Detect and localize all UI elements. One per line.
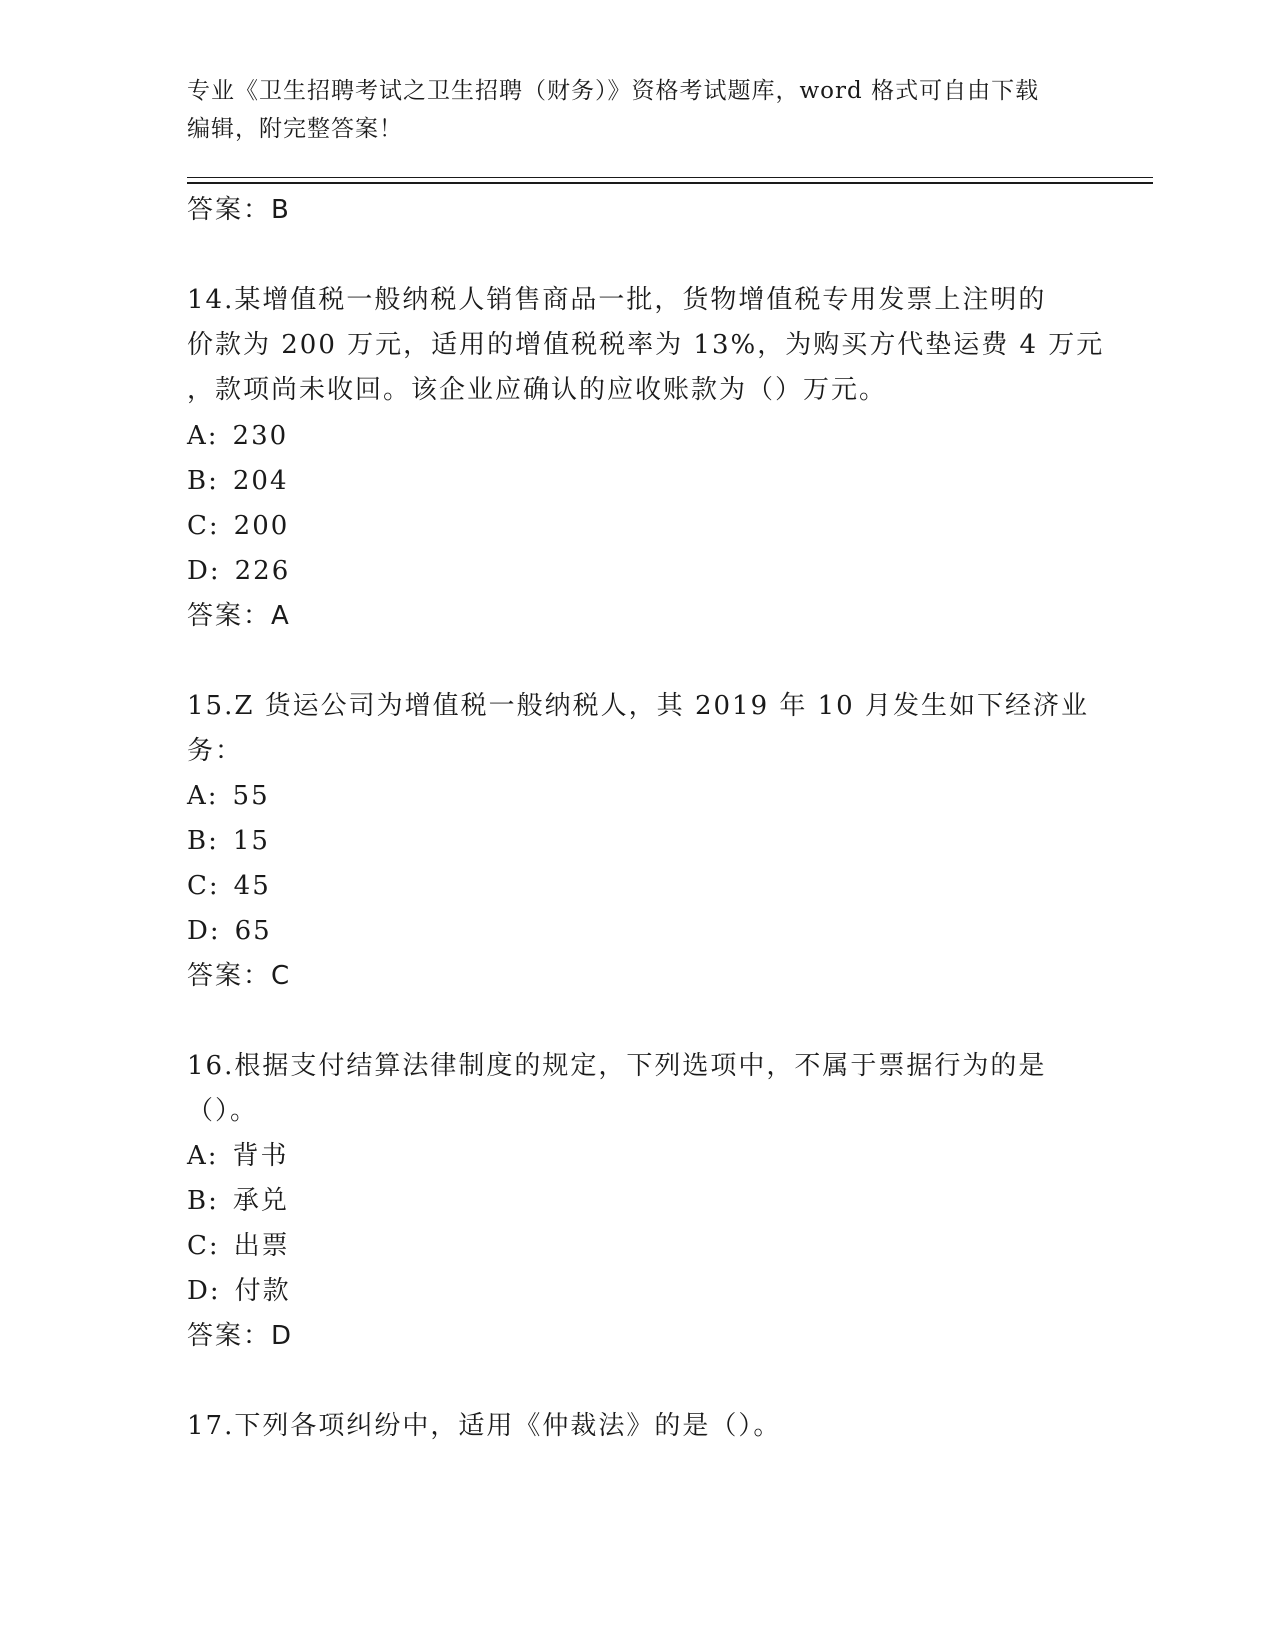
option-separator: : — [209, 916, 221, 946]
question-14-option-d — [187, 555, 290, 587]
question-15-line-1: 15.Z 货运公司为增值税一般纳税人，其 2019 年 10 月发生如下经济业 — [187, 691, 1089, 721]
option-letter: C — [187, 511, 209, 541]
option-letter: B — [187, 1186, 209, 1216]
option-letter: C — [187, 871, 209, 901]
option-separator: : — [207, 421, 219, 451]
header-divider-thick — [187, 182, 1153, 184]
option-letter: D — [187, 1276, 210, 1306]
answer-previous: 答案：B — [187, 195, 291, 225]
option-text: 200 — [233, 511, 290, 541]
question-14-answer: 答案：A — [187, 601, 291, 631]
question-15-answer: 答案：C — [187, 961, 292, 991]
header-line-2: 编辑，附完整答案！ — [187, 116, 403, 142]
option-text: 55 — [232, 781, 270, 811]
question-16-option-a — [187, 1140, 289, 1172]
option-separator: : — [209, 556, 221, 586]
option-separator: : — [208, 1186, 219, 1216]
option-letter: A — [187, 781, 208, 811]
question-14-line-3: ，款项尚未收回。该企业应确认的应收账款为（）万元。 — [187, 375, 888, 405]
header-line-1: 专业《卫生招聘考试之卫生招聘（财务）》资格考试题库，word 格式可自由下载 — [187, 78, 1040, 104]
question-14-line-2: 价款为 200 万元，适用的增值税税率为 13%，为购买方代垫运费 4 万元 — [187, 330, 1105, 360]
question-15-option-a — [187, 780, 270, 812]
option-text: 出票 — [233, 1231, 290, 1261]
question-14-option-b — [187, 465, 289, 497]
question-15-option-d — [187, 915, 272, 947]
option-text: 付款 — [234, 1276, 291, 1306]
option-letter: C — [187, 1231, 209, 1261]
header-divider-thin — [187, 177, 1153, 178]
question-16-option-b — [187, 1185, 289, 1217]
option-letter: B — [187, 826, 209, 856]
option-text: 45 — [233, 871, 271, 901]
question-16-line-1: 16.根据支付结算法律制度的规定，下列选项中，不属于票据行为的是 — [187, 1051, 1047, 1081]
question-17-line-1: 17.下列各项纠纷中，适用《仲裁法》的是（）。 — [187, 1411, 782, 1441]
question-16-option-c — [187, 1230, 290, 1262]
document-header — [187, 72, 1087, 148]
option-text: 65 — [234, 916, 272, 946]
option-text: 204 — [232, 466, 289, 496]
option-text: 承兑 — [232, 1186, 289, 1216]
question-14-option-a — [187, 420, 288, 452]
option-separator: : — [208, 1231, 220, 1261]
question-15-option-c — [187, 870, 271, 902]
option-letter: B — [187, 466, 209, 496]
option-letter: A — [187, 1141, 208, 1171]
option-separator: : — [208, 511, 220, 541]
option-text: 15 — [232, 826, 270, 856]
option-letter: D — [187, 916, 210, 946]
option-text: 230 — [232, 421, 289, 451]
question-15-option-b — [187, 825, 270, 857]
question-14-line-1: 14.某增值税一般纳税人销售商品一批，货物增值税专用发票上注明的 — [187, 285, 1047, 315]
option-letter: A — [187, 421, 208, 451]
question-14-option-c — [187, 510, 289, 542]
option-separator: : — [208, 826, 219, 856]
option-separator: : — [207, 1141, 219, 1171]
option-text: 226 — [234, 556, 291, 586]
option-separator: : — [208, 466, 219, 496]
option-letter: D — [187, 556, 210, 586]
question-16-line-2: （）。 — [187, 1096, 259, 1126]
question-16-answer: 答案：D — [187, 1321, 294, 1351]
question-16-option-d — [187, 1275, 291, 1307]
option-separator: : — [207, 781, 219, 811]
option-separator: : — [208, 871, 220, 901]
option-separator: : — [209, 1276, 221, 1306]
option-text: 背书 — [232, 1141, 289, 1171]
question-15-line-2: 务： — [187, 736, 244, 766]
